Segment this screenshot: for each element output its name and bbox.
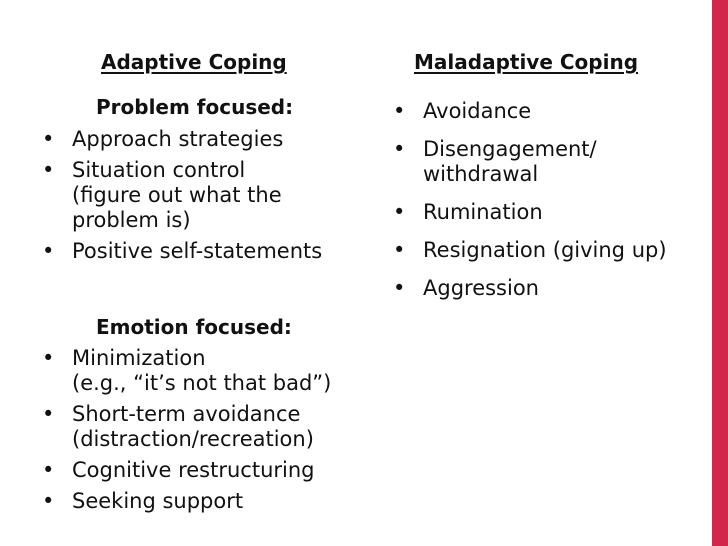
list-item-subtext: withdrawal [423, 162, 539, 186]
list-item-text: Aggression [423, 276, 539, 300]
bullet-icon: • [42, 489, 55, 513]
list-item [42, 402, 331, 452]
list-item-subtext: problem is) [72, 208, 191, 232]
list-item-text: Approach strategies [72, 127, 284, 151]
list-item-text: Cognitive restructuring [72, 458, 315, 482]
list-item [393, 99, 667, 124]
bullet-icon: • [42, 402, 55, 426]
bullet-icon: • [393, 200, 406, 224]
emotion-focused-heading: Emotion focused: [96, 315, 292, 339]
emotion-focused-list [42, 346, 331, 520]
list-item-text: Seeking support [72, 489, 244, 513]
list-item-text: Rumination [423, 200, 543, 224]
maladaptive-list [393, 99, 667, 314]
list-item-text: Minimization [72, 346, 206, 370]
bullet-icon: • [42, 158, 55, 182]
bullet-icon: • [42, 239, 55, 263]
list-item-subtext: (figure out what the [72, 183, 282, 207]
bullet-icon: • [393, 137, 406, 161]
list-item [393, 137, 667, 187]
list-item-text: Resignation (giving up) [423, 238, 667, 262]
list-item [42, 346, 331, 396]
bullet-icon: • [393, 276, 406, 300]
accent-bar [712, 0, 728, 546]
list-item-text: Positive self-statements [72, 239, 323, 263]
list-item [393, 238, 667, 263]
list-item [42, 489, 331, 514]
list-item [393, 200, 667, 225]
list-item-subtext: (distraction/recreation) [72, 427, 314, 451]
problem-focused-list [42, 127, 322, 270]
list-item [42, 458, 331, 483]
list-item-text: Short-term avoidance [72, 402, 301, 426]
problem-focused-heading: Problem focused: [96, 95, 294, 119]
list-item-text: Situation control [72, 158, 246, 182]
bullet-icon: • [42, 458, 55, 482]
list-item [42, 158, 322, 233]
bullet-icon: • [393, 99, 406, 123]
bullet-icon: • [42, 127, 55, 151]
list-item [393, 276, 667, 301]
list-item-text: Disengagement/ [423, 137, 597, 161]
maladaptive-coping-header: Maladaptive Coping [414, 50, 639, 74]
bullet-icon: • [393, 238, 406, 262]
list-item [42, 127, 322, 152]
list-item [42, 239, 322, 264]
bullet-icon: • [42, 346, 55, 370]
list-item-subtext: (e.g., “it’s not that bad”) [72, 371, 332, 395]
list-item-text: Avoidance [423, 99, 532, 123]
adaptive-coping-header: Adaptive Coping [101, 50, 287, 74]
